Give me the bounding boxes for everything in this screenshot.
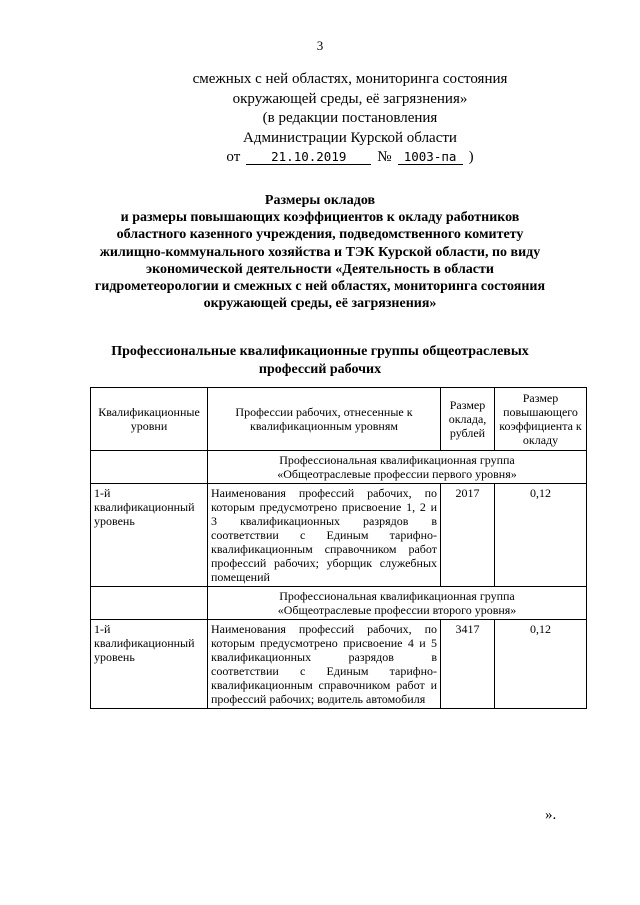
group-title — [208, 451, 587, 484]
professions-cell: Наименования профессий рабочих, по которым предусмотрено присвоение 1, 2 и 3 квалификационных разрядов в соответствии с Единым тарифно-квалификационным справочником работ профессий рабочих; уборщик служебных помещений — [208, 484, 441, 587]
salary-table — [90, 387, 587, 709]
group-title — [208, 587, 587, 620]
section-title — [60, 343, 580, 378]
group-title-line: Профессиональная квалификационная группа — [279, 589, 515, 603]
header-professions: Профессии рабочих, отнесенные к квалификационным уровням — [208, 388, 441, 451]
coefficient-cell: 0,12 — [495, 620, 587, 709]
header-line: Администрации Курской области — [243, 129, 457, 146]
resolution-number: 1003-па — [398, 149, 463, 165]
title-line: окружающей среды, её загрязнения» — [203, 296, 437, 312]
closing-quote: ». — [545, 807, 557, 823]
level-cell: 1-й квалификационный уровень — [91, 620, 208, 709]
professions-cell: Наименования профессий рабочих, по которым предусмотрено присвоение 4 и 5 квалификационных разрядов в соответствии с Единым тарифно-квалификационным справочником работ и профессий рабочих; водитель автомобиля — [208, 620, 441, 709]
salary-cell: 3417 — [441, 620, 495, 709]
table-header-row — [91, 388, 587, 451]
subtitle-line: Профессиональные квалификационные группы общеотраслевых — [111, 344, 529, 359]
header-line: окружающей среды, её загрязнения» — [232, 90, 468, 107]
group-title-line: «Общеотраслевые профессии второго уровня» — [277, 603, 517, 617]
group-row — [91, 451, 587, 484]
table-row — [91, 484, 587, 587]
title-line: экономической деятельности «Деятельность в области — [146, 261, 494, 277]
header-salary: Размер оклада, рублей — [441, 388, 495, 451]
resolution-date: 21.10.2019 — [246, 149, 371, 165]
salary-cell: 2017 — [441, 484, 495, 587]
number-prefix: № — [377, 149, 392, 165]
header-block — [180, 70, 520, 168]
coefficient-cell: 0,12 — [495, 484, 587, 587]
level-cell: 1-й квалификационный уровень — [91, 484, 208, 587]
header-coefficient: Размер повышающего коэффициента к окладу — [495, 388, 587, 451]
header-qualification-levels: Квалификационные уровни — [91, 388, 208, 451]
group-row — [91, 587, 587, 620]
document-title — [60, 192, 580, 312]
title-line: жилищно-коммунального хозяйства и ТЭК Курской области, по виду — [99, 244, 541, 260]
page-number: 3 — [316, 38, 324, 53]
number-suffix: ) — [468, 149, 474, 165]
header-line: смежных с ней областях, мониторинга состояния — [192, 71, 508, 87]
date-prefix: от — [226, 149, 241, 165]
subtitle-line: профессий рабочих — [258, 361, 382, 377]
group-empty-cell — [91, 451, 208, 484]
group-title-line: «Общеотраслевые профессии первого уровня» — [277, 467, 517, 481]
group-empty-cell — [91, 587, 208, 620]
table-row — [91, 620, 587, 709]
title-line: и размеры повышающих коэффициентов к окладу работников — [120, 210, 520, 226]
title-line: областного казенного учреждения, подведомственного комитету — [116, 227, 524, 243]
title-line: Размеры окладов — [264, 193, 376, 208]
date-number-line — [180, 148, 520, 168]
title-line: гидрометеорологии и смежных с ней областях, мониторинга состояния — [94, 279, 546, 295]
header-line: (в редакции постановления — [262, 110, 438, 126]
group-title-line: Профессиональная квалификационная группа — [279, 453, 515, 467]
